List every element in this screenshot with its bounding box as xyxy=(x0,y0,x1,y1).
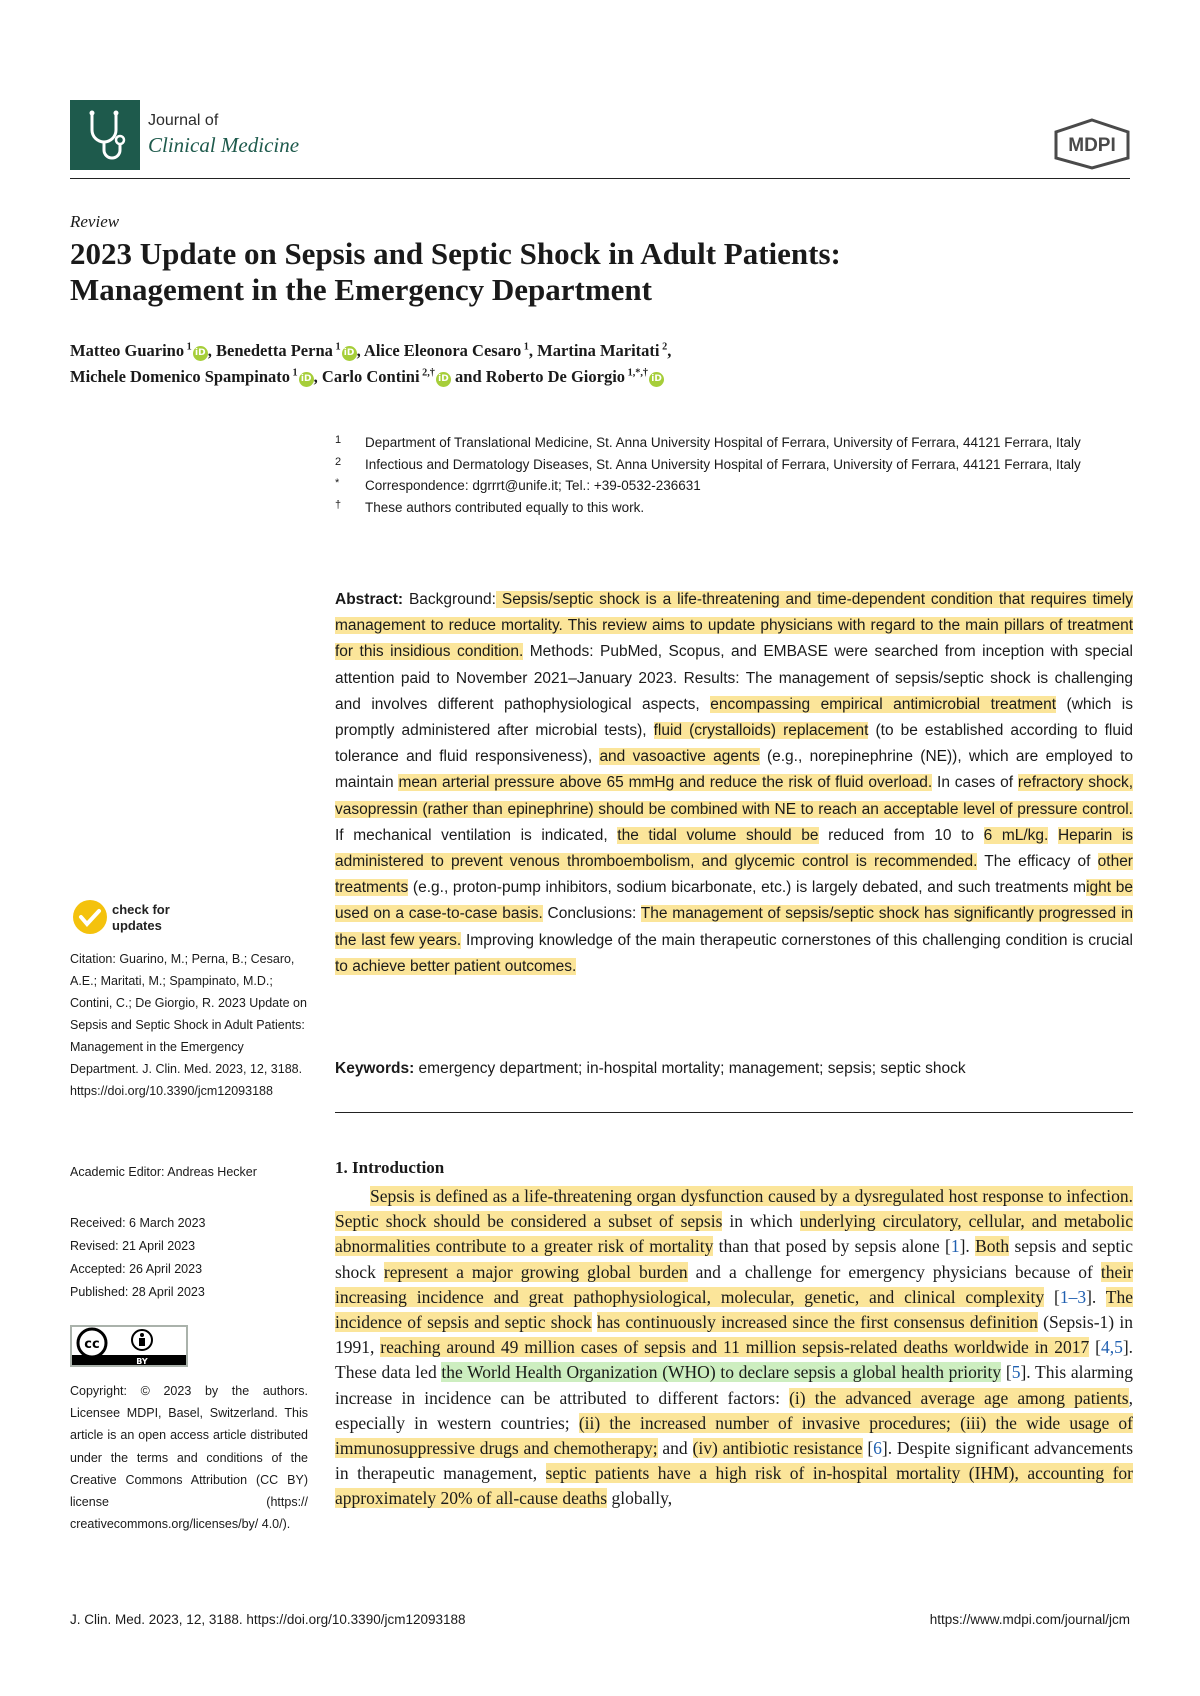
highlighted-text: has continuously increased since the first consensus definition xyxy=(596,1312,1038,1333)
reference-link[interactable]: 6 xyxy=(873,1438,882,1459)
text-segment: and a challenge for emergency physicians because of xyxy=(687,1261,1101,1282)
abstract-label: Abstract: xyxy=(335,591,404,608)
copyright-notice: Copyright: © 2023 by the authors. Licensee MDPI, Basel, Switzerland. This article is an open access article distributed under the terms and conditions of the Creative Commons Attribution (CC BY) license (https:// creativecommons.org/licenses/by/ 4.0/). xyxy=(70,1384,308,1532)
revised-date: Revised: 21 April 2023 xyxy=(70,1239,196,1253)
article-title xyxy=(70,236,1070,308)
highlighted-text: The incidence of sepsis and septic shock xyxy=(335,1286,1134,1333)
text-segment: globally, xyxy=(607,1488,673,1509)
orcid-icon[interactable]: iD xyxy=(436,372,451,387)
footer-citation: J. Clin. Med. 2023, 12, 3188. https://doi.org/10.3390/jcm12093188 xyxy=(70,1612,466,1627)
orcid-icon[interactable]: iD xyxy=(342,346,357,361)
author-name: Alice Eleonora Cesaro xyxy=(363,341,522,360)
highlighted-text: encompassing empirical antimicrobial treatment xyxy=(710,695,1057,713)
highlighted-text: Sepsis is defined as a life-threatening organ dysfunction caused by a dysregulated host response to infection. Septic shock should be considered a subset of sepsis xyxy=(335,1186,1133,1232)
text-segment: and xyxy=(657,1438,693,1459)
author-affiliation-mark: 1 xyxy=(332,341,341,353)
affiliation-item xyxy=(335,475,1135,497)
citation: Citation: Guarino, M.; Perna, B.; Cesaro, A.E.; Maritati, M.; Spampinato, M.D.; Contini, C.; De Giorgio, R. 2023 Update on Sepsis and Septic Shock in Adult Patients: Management in the Emergency Department. J. Clin. Med. 2023, 12, 3188. https://doi.org/10.3390/jcm12093188 xyxy=(70,952,307,1098)
text-segment: (e.g., proton-pump inhibitors, sodium bicarbonate, etc.) is largely debated, and such treatments m xyxy=(408,879,1087,897)
text-segment: in which xyxy=(722,1211,800,1232)
highlighted-text: 6 mL/kg. xyxy=(983,826,1049,844)
header-divider xyxy=(70,178,1130,179)
keywords-text: emergency department; in-hospital mortality; management; sepsis; septic shock xyxy=(414,1060,966,1077)
journal-name-line2: Clinical Medicine xyxy=(148,133,300,157)
text-segment: Methods: PubMed, Scopus, and EMBASE were searched from inception with special attention paid to November 2021–January 2023. Results: The management of sepsis/septic shock is challenging and involves different pathophysiological aspects, xyxy=(335,643,1133,713)
text-segment: [ xyxy=(1001,1362,1012,1383)
highlighted-text: underlying circulatory, cellular, and metabolic abnormalities contribute to a greater risk of mortality xyxy=(335,1211,1133,1257)
affiliation-mark: 2 xyxy=(335,455,342,468)
affiliation-text: Department of Translational Medicine, St. Anna University Hospital of Ferrara, University of Ferrara, 44121 Ferrara, Italy xyxy=(365,435,1081,450)
affiliation-mark: 1 xyxy=(335,434,342,446)
mdpi-logo-text: MDPI xyxy=(1068,135,1116,156)
author-affiliation-mark: 2,† xyxy=(419,367,435,379)
affiliations xyxy=(335,432,1135,518)
author-name: Matteo Guarino xyxy=(70,341,185,360)
highlighted-text: represent a major growing global burden xyxy=(383,1261,688,1282)
reference-link[interactable]: 4,5 xyxy=(1100,1337,1123,1358)
highlighted-text: reaching around 49 million cases of sepsis and 11 million sepsis-related deaths worldwide in 2017 xyxy=(380,1337,1090,1358)
affiliation-text: Infectious and Dermatology Diseases, St. Anna University Hospital of Ferrara, University of Ferrara, 44121 Ferrara, Italy xyxy=(365,456,1081,472)
text-segment: ]. This alarming increase in incidence can be attributed to different factors: xyxy=(335,1362,1134,1408)
introduction-paragraph xyxy=(335,1184,1133,1512)
author-list: Matteo Guarino $^1$iD , Benedetta Perna $^1$iD , Alice Eleonora Cesaro $^1$, Martina Maritati $^2$, Michele Domenico Spampinato $^1$iD , Carlo Contini $^{2,\dagger}$iD and Roberto De Giorgio $^{1,*,\dagger}$iD xyxy=(70,341,672,386)
affiliation-item xyxy=(335,432,1135,454)
text-segment: , especially in western countries; xyxy=(335,1387,1133,1433)
text-segment: In cases of xyxy=(932,774,1018,792)
text-segment: If mechanical ventilation is indicated, xyxy=(335,826,618,844)
text-segment: sepsis and septic shock xyxy=(335,1236,1134,1282)
author-affiliation-mark: 1 xyxy=(290,367,298,379)
keywords xyxy=(335,1060,1133,1078)
reference-link[interactable]: 1 xyxy=(950,1236,960,1257)
check-for-label: check for xyxy=(112,902,170,917)
reference-link[interactable]: 1–3 xyxy=(1059,1286,1087,1307)
academic-editor: Academic Editor: Andreas Hecker xyxy=(70,1165,257,1179)
highlighted-text: the tidal volume should be xyxy=(617,826,819,844)
highlighted-text: to achieve better patient outcomes. xyxy=(335,957,577,975)
author-affiliation-mark: 1 xyxy=(184,341,192,353)
publication-dates xyxy=(70,1212,206,1304)
orcid-icon[interactable]: iD xyxy=(649,372,664,387)
text-segment: ]. xyxy=(959,1236,976,1257)
highlighted-text: Both xyxy=(975,1236,1010,1257)
by-label: BY xyxy=(136,1357,148,1366)
text-segment: Improving knowledge of the main therapeutic cornerstones of this challenging condition is crucial xyxy=(461,931,1133,949)
text-segment xyxy=(1048,827,1058,844)
text-segment: (to be established according to fluid tolerance and fluid responsiveness), xyxy=(335,722,1134,766)
affiliation-item xyxy=(335,454,1135,476)
orcid-icon[interactable]: iD xyxy=(299,372,314,387)
text-segment: ]. These data led xyxy=(335,1337,1134,1383)
cc-by-license-icon[interactable] xyxy=(70,1325,188,1367)
highlighted-text: The management of sepsis/septic shock has significantly progressed in the last few years. xyxy=(335,905,1134,949)
affiliation-mark: † xyxy=(335,498,342,511)
text-segment: [ xyxy=(1044,1286,1060,1307)
highlighted-text: other treatments xyxy=(335,853,1133,897)
text-segment: Conclusions: xyxy=(542,905,641,923)
published-date: Published: 28 April 2023 xyxy=(70,1285,205,1299)
affiliation-text: Correspondence: dgrrrt@unife.it; Tel.: +39-0532-236631 xyxy=(365,478,701,493)
highlighted-text: Heparin is administered to prevent venous thromboembolism, and glycemic control is recommended. xyxy=(335,826,1134,871)
text-segment: The efficacy of xyxy=(977,853,1098,871)
text-segment: [ xyxy=(1089,1337,1101,1358)
affiliation-mark: * xyxy=(335,477,340,489)
accepted-date: Accepted: 26 April 2023 xyxy=(70,1262,203,1276)
highlighted-text: and vasoactive agents xyxy=(599,748,760,766)
author-affiliation-mark: 1 xyxy=(521,341,529,353)
highlighted-text: their increasing incidence and great pathophysiological, molecular, genetic, and clinical complexity xyxy=(335,1261,1133,1307)
received-date: Received: 6 March 2023 xyxy=(70,1216,206,1230)
text-segment: than that posed by sepsis alone [ xyxy=(713,1236,951,1257)
reference-link[interactable]: 5 xyxy=(1011,1362,1021,1383)
highlighted-text: the World Health Organization (WHO) to declare sepsis a global health priority xyxy=(441,1362,1002,1383)
check-for-updates-button[interactable] xyxy=(70,895,180,939)
text-segment: (Sepsis-1) in 1991, xyxy=(335,1312,1133,1358)
footer-journal-link[interactable]: https://www.mdpi.com/journal/jcm xyxy=(929,1612,1130,1627)
updates-label: updates xyxy=(112,918,162,933)
affiliation-text: These authors contributed equally to this work. xyxy=(365,499,645,515)
journal-name-line1: Journal of xyxy=(148,112,219,129)
title-line-2: Management in the Emergency Department xyxy=(70,272,652,307)
abstract xyxy=(335,587,1133,980)
highlighted-text: septic patients have a high risk of in-hospital mortality (IHM), accounting for approximately 20% of all-cause deaths xyxy=(335,1463,1133,1509)
highlighted-text: fluid (crystalloids) replacement xyxy=(653,722,869,740)
text-segment: ]. xyxy=(1086,1286,1106,1307)
highlighted-text: refractory shock, vasopressin (rather than epinephrine) should be combined with NE to reach an acceptable level of pressure control. xyxy=(335,774,1134,818)
text-segment: (which is promptly administered after microbial tests), xyxy=(335,695,1133,740)
author-name: Benedetta Perna xyxy=(216,341,333,360)
orcid-icon[interactable]: iD xyxy=(193,346,208,361)
text-segment: [ xyxy=(862,1438,874,1459)
journal-logo-icon xyxy=(70,100,140,170)
keywords-label: Keywords: xyxy=(335,1060,415,1077)
keywords-divider xyxy=(335,1112,1133,1113)
text-segment: ]. Despite significant advancements in therapeutic management, xyxy=(335,1438,1134,1484)
author-name: Michele Domenico Spampinato xyxy=(70,367,290,386)
section-heading: 1. Introduction xyxy=(335,1158,445,1177)
author-affiliation-mark: 1,*,† xyxy=(625,367,649,379)
article-type: Review xyxy=(70,212,120,231)
cc-label: cc xyxy=(84,1337,100,1352)
highlighted-text: (iv) antibiotic resistance xyxy=(692,1438,863,1459)
text-segment: Background: xyxy=(403,591,496,608)
author-affiliation-mark: 2 xyxy=(659,341,668,353)
highlighted-text: (i) the advanced average age among patients xyxy=(789,1387,1129,1408)
highlighted-text: (ii) the increased number of invasive procedures; (iii) the wide usage of immunosuppressive drugs and chemotherapy; xyxy=(335,1412,1133,1459)
text-segment: reduced from 10 to xyxy=(818,826,984,844)
title-line-1: 2023 Update on Sepsis and Septic Shock in Adult Patients: xyxy=(70,236,841,271)
author-name: Martina Maritati xyxy=(537,341,660,360)
highlighted-text: mean arterial pressure above 65 mmHg and reduce the risk of fluid overload. xyxy=(398,774,933,792)
abstract-body xyxy=(335,591,1133,975)
affiliation-item xyxy=(335,497,1135,519)
highlighted-text: ight be used on a case-to-case basis. xyxy=(335,879,1133,923)
highlighted-text: Sepsis/septic shock is a life-threatening and time-dependent condition that requires timely management to reduce mortality. This review aims to update physicians with regard to the main pillars of treatment for this insidious condition. xyxy=(335,591,1133,661)
author-name: Carlo Contini xyxy=(321,367,420,386)
mdpi-logo xyxy=(1052,118,1132,170)
author-name: and Roberto De Giorgio xyxy=(455,367,626,386)
text-segment: (e.g., norepinephrine (NE)), which are employed to maintain xyxy=(335,748,1133,792)
